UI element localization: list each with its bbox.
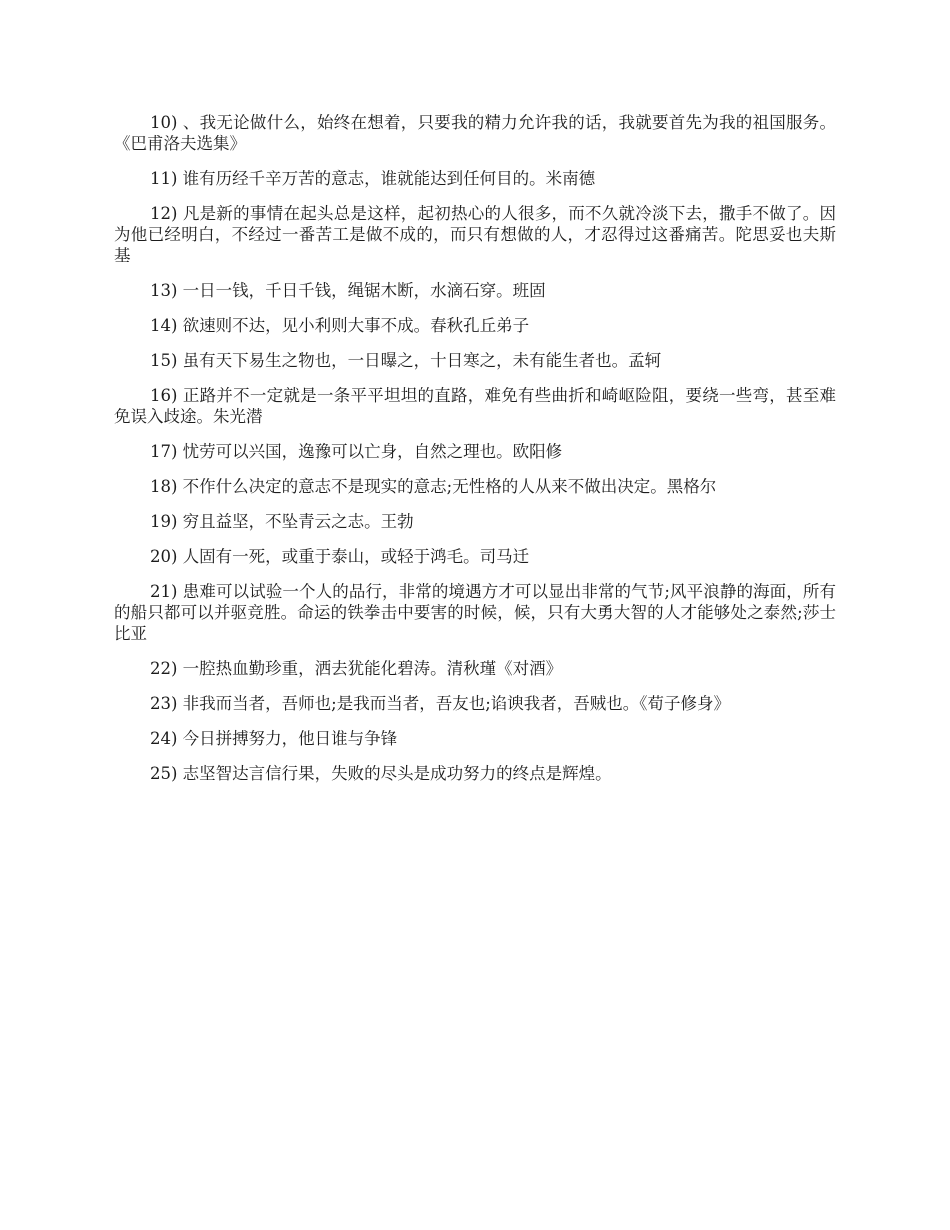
quote-paragraph-16: 16) 正路并不一定就是一条平平坦坦的直路，难免有些曲折和崎岖险阻，要绕一些弯，甚至难免误入歧途。朱光潜 xyxy=(114,386,836,426)
quote-paragraph-14: 14) 欲速则不达，见小利则大事不成。春秋孔丘弟子 xyxy=(150,316,530,335)
quote-paragraph-15: 15) 虽有天下易生之物也，一日曝之，十日寒之，未有能生者也。孟轲 xyxy=(150,351,662,370)
quote-paragraph-22: 22) 一腔热血勤珍重，洒去犹能化碧涛。清秋瑾《对酒》 xyxy=(150,659,563,678)
quote-paragraph-25: 25) 志坚智达言信行果，失败的尽头是成功努力的终点是辉煌。 xyxy=(150,764,612,783)
quote-paragraph-10: 10) 、我无论做什么，始终在想着，只要我的精力允许我的话，我就要首先为我的祖国服务。《巴甫洛夫选集》 xyxy=(114,113,836,153)
quote-paragraph-24: 24) 今日拼搏努力，他日谁与争锋 xyxy=(150,729,398,748)
quote-paragraph-21: 21) 患难可以试验一个人的品行，非常的境遇方才可以显出非常的气节;风平浪静的海面，所有的船只都可以并驱竞胜。命运的铁拳击中要害的时候，候，只有大勇大智的人才能够处之泰然;莎士比亚 xyxy=(114,582,836,643)
quote-paragraph-13: 13) 一日一钱，千日千钱，绳锯木断，水滴石穿。班固 xyxy=(150,281,546,300)
quote-paragraph-23: 23) 非我而当者，吾师也;是我而当者，吾友也;谄谀我者，吾贼也。《荀子修身》 xyxy=(150,694,731,713)
quote-paragraph-19: 19) 穷且益坚，不坠青云之志。王勃 xyxy=(150,512,414,531)
document-body xyxy=(114,112,836,798)
quote-paragraph-12: 12) 凡是新的事情在起头总是这样，起初热心的人很多，而不久就冷淡下去，撒手不做了。因为他已经明白，不经过一番苦工是做不成的，而只有想做的人，才忍得过这番痛苦。陀思妥也夫斯基 xyxy=(114,204,836,265)
quote-paragraph-11: 11) 谁有历经千辛万苦的意志，谁就能达到任何目的。米南德 xyxy=(150,169,596,188)
quote-paragraph-17: 17) 忧劳可以兴国，逸豫可以亡身，自然之理也。欧阳修 xyxy=(150,442,563,461)
quote-paragraph-18: 18) 不作什么决定的意志不是现实的意志;无性格的人从来不做出决定。黑格尔 xyxy=(150,477,717,496)
quote-paragraph-20: 20) 人固有一死，或重于泰山，或轻于鸿毛。司马迁 xyxy=(150,547,530,566)
